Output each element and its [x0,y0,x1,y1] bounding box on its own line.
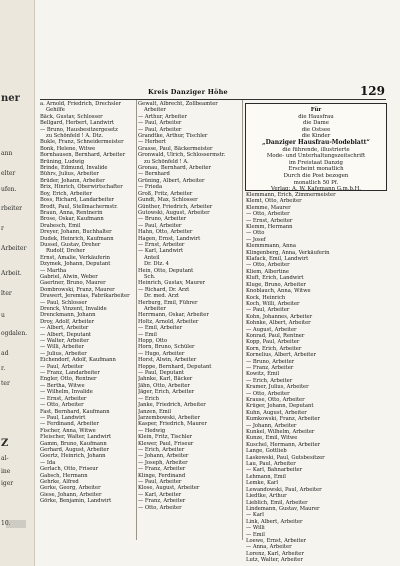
directory-entry: Herrmann, Oskar, Arbeiter [138,312,209,319]
directory-entry: — Paul, Arbeiter [246,307,290,314]
directory-entry: Horst, Alwin, Arbeiter [138,357,197,364]
directory-entry: — Ferdinand, Arbeiter [40,421,99,428]
directory-entry: Jahnke, Karl, Bäcker [138,376,193,383]
previous-page-gutter [0,0,35,566]
directory-entry: Gronwald, Ulrich, Schlossermstr. [138,152,226,159]
ad-line: die Dame [303,120,329,127]
directory-entry: Klingenberg, Anna, Verkäuferin [246,249,330,256]
directory-entry: — Joseph, Arbeiter [138,459,188,466]
header-rule [40,99,386,100]
directory-entry: — Otto, Arbeiter [40,402,84,409]
directory-entry: — Richard, Dr. Arzt [138,286,190,293]
directory-entry: Kohnke, Albert, Arbeiter [246,320,311,327]
gutter-fragment: ter [1,380,10,387]
directory-entry: Sch. [144,273,156,280]
directory-entry: — Otto, Arbeiter [138,504,182,511]
directory-entry: — Emil, Arbeiter [138,325,183,332]
directory-entry: Lorenz, Karl, Arbeiter [246,550,304,557]
column-3 [246,192,336,564]
directory-entry: Kluge, Bruno, Arbeiter [246,281,306,288]
ad-line: die Kinder [301,133,331,140]
column-divider [136,100,137,540]
directory-entry: Goertz, Heinrich, Johann [40,453,106,460]
directory-entry: — Ernst, Arbeiter [246,217,293,224]
directory-entry: Gabsch, Hermann [40,472,88,479]
ad-line: Durch die Post bezogen [283,172,349,179]
directory-entry: — Paul, Arbeiter [138,120,182,127]
directory-entry: — Walter, Arbeiter [40,338,89,345]
ad-line: Verlag: A. W. Kafemann G.m.b.H. [270,186,362,193]
directory-entry: Brix, Hinrich, Oberwirtschafter [40,184,123,191]
directory-entry: — Herbert [138,139,166,146]
directory-entry: — Otto, Arbeiter [246,211,290,218]
directory-entry: — Paul, Arbeiter [40,363,84,370]
directory-entry: — Hugo, Arbeiter [138,350,185,357]
directory-entry: — Willi, Arbeiter [40,344,84,351]
directory-entry: — Anna, Arbeiter [246,544,292,551]
gutter-fragment: ogdalen. [1,330,28,337]
directory-entry: Dudek, Heinrich, Kaufmann [40,235,114,242]
directory-entry: — Ernst, Arbeiter [138,241,185,248]
directory-entry: Kasper, Friedrich, Maurer [138,421,207,428]
directory-entry: — Paul, Arbeiter [138,126,182,133]
directory-entry: Klafack, Emil, Landwirt [246,256,309,263]
column-1 [40,101,130,505]
gutter-fragment: iger [1,480,14,487]
directory-entry: Klemm, Hermann [246,224,293,231]
directory-entry: — Karl [246,512,264,519]
page-number: 129 [359,84,385,98]
gutter-fragment: r [1,225,4,232]
directory-entry: — Bertha, Witwe [40,382,85,389]
directory-entry: Drabesch, Emil [40,222,81,229]
directory-entry: Brodt, Paul, Stellmachermstr. [40,203,118,210]
directory-entry: zu Schönfeld ! A. [144,158,189,165]
directory-entry: Klinge, Ferdinand [138,472,186,479]
directory-entry: — Emil [246,531,265,538]
directory-entry: — Otto, Arbeiter [246,262,290,269]
directory-entry: — Bruno, Hausbesitzergesetz [40,126,118,133]
directory-entry: Eichendorf, Adolf, Kaufmann [40,357,116,364]
directory-entry: Konrad, Paul, Rentner [246,332,305,339]
directory-entry: — Karl, Landwirt [138,248,184,255]
directory-entry: Kopp, Paul, Arbeiter [246,339,300,346]
directory-entry: — Bernhard [138,171,170,178]
directory-entry: Gabriel, Alwin, Weber [40,273,98,280]
directory-entry: Klemme, Maurer [246,204,291,211]
directory-entry: — Hedwig [138,427,166,434]
directory-entry: Fleischer, Walter, Landwirt [40,434,112,441]
directory-entry: Janzen, Emil [138,408,171,415]
directory-entry: — Erich [138,395,160,402]
directory-entry: Herburg, Emil, Führer [138,299,198,306]
directory-entry: Dr. med. Arzt [144,293,180,300]
directory-entry: Anteil [144,254,160,261]
directory-entry: — Paul, Arbeiter [138,222,182,229]
directory-entry: Rudolf, Dreher [46,248,85,255]
directory-entry: Gehrke, Alfred [40,478,79,485]
directory-entry: Gerke, Georg, Arbeiter [40,485,101,492]
directory-entry: Kunze, Emil, Witwe [246,435,298,442]
directory-entry: Droy, Adolf, Arbeiter [40,318,95,325]
advertisement-box [245,103,387,191]
directory-entry: — August, Arbeiter [246,326,297,333]
gutter-fragment: u [1,312,5,319]
directory-entry: Grasse, Paul, Bäckermeister [138,145,213,152]
directory-entry: Koch, Willi, Arbeiter [246,300,300,307]
directory-entry: Kohn, Johannes, Arbeiter [246,313,313,320]
directory-entry: — Otto [246,230,265,237]
directory-entry: Hein, Otto, Deputant [138,267,194,274]
directory-entry: Heinrich, Gustav, Maurer [138,280,205,287]
directory-entry: Dzymek, Johann, Deputant [40,261,111,268]
directory-entry: Klewer, Paul, Friseur [138,440,194,447]
directory-entry: Gaertner, Bruno, Maurer [40,280,106,287]
directory-entry: — Franz, Arbeiter [138,466,186,473]
directory-entry: — Paul, Arbeiter [138,478,182,485]
directory-entry: Dr. Dtz. 4 [144,261,169,268]
directory-entry: Ernst, Amalie, Verkäuferin [40,254,110,261]
directory-entry: Horn, Bruno, Schüler [138,344,195,351]
ad-line: Für [310,107,322,113]
directory-entry: Drawert, Jeremias, Fabrikarbeiter [40,293,130,300]
directory-entry: — Emil [138,331,157,338]
directory-entry: Janke, Friedrich, Arbeiter [138,402,206,409]
directory-entry: Lindemann, Gustav, Maurer [246,505,320,512]
directory-entry: — Ida [40,459,56,466]
directory-entry: Kowitz, Emil [246,371,280,378]
ad-line: „Danziger Hausfrau-Modeblatt“ [262,138,370,146]
directory-entry: Loewe, Ernst, Arbeiter [246,537,307,544]
gutter-fragment: rbeiter [1,205,23,212]
directory-entry: — Erich, Arbeiter [246,377,293,384]
directory-entry: Bäck, Gustav, Schlosser [40,113,103,120]
directory-entry: Kuhn, August, Arbeiter [246,409,307,416]
directory-entry: — Johann, Arbeiter [246,422,297,429]
directory-entry: Jähn, Otto, Arbeiter [138,382,190,389]
directory-entry: Klemt, Otto, Arbeiter [246,198,302,205]
directory-entry: Gehilfe [46,107,65,114]
directory-entry: — Arthur, Arbeiter [138,113,187,120]
directory-entry: Dreyer, Johann, Buchhalter [40,229,112,236]
directory-entry: Klemmmann, Anna [246,243,296,250]
directory-entry: Brose, Oskar, Kaufmann [40,216,104,223]
directory-entry: Boy, Erich, Arbeiter [40,190,92,197]
directory-entry: Gamm, Bruno, Kaufmann [40,440,107,447]
directory-entry: — Albert, Deputant [40,331,91,338]
directory-entry: — Franz, Landarbeiter [40,370,100,377]
directory-entry: Bellgard, Herbert, Landwirt [40,120,114,127]
ad-line: im Freistaat Danzig [288,159,344,166]
directory-entry: Gutowski, August, Arbeiter [138,209,210,216]
directory-entry: Görke, Benjamin, Landwirt [40,498,112,505]
directory-entry: Lehmann, Emil [246,473,286,480]
directory-entry: Kliem, Albertine [246,268,289,275]
directory-entry: — Erich, Arbeiter [138,446,185,453]
directory-entry: — Otto, Arbeiter [246,390,290,397]
directory-entry: Link, Albert, Arbeiter [246,518,303,525]
directory-entry: Günther, Friedrich, Arbeiter [138,203,213,210]
directory-entry: — Bruno, Arbeiter [138,216,187,223]
directory-entry: — Bruno, Arbeiter [246,358,295,365]
directory-entry: — Franz, Arbeiter [138,498,186,505]
column-divider [242,100,243,540]
directory-entry: Dussel, Gustav, Dreher [40,241,101,248]
directory-entry: Arbeiter [144,107,166,114]
directory-entry: — Ernst, Arbeiter [40,395,87,402]
directory-entry: Bührs, Julius, Arbeiter [40,171,99,178]
gutter-fragment: lter [1,290,12,297]
gutter-fragment: elter [1,170,16,177]
ad-line: die Hausfrau [298,113,334,120]
directory-entry: Gronau, Bernhard, Arbeiter [138,165,211,172]
stain-mark [6,520,26,528]
directory-entry: Lewandowski, Paul, Arbeiter [246,486,322,493]
gutter-fragment: 10. [1,520,11,527]
directory-entry: Hoppe, Bernhard, Deputant [138,363,212,370]
directory-entry: Lange, Gottlieb [246,448,287,455]
directory-entry: Hagen, Ernst, Landwirt [138,235,201,242]
directory-entry: Kunkel, Wilhelm, Arbeiter [246,429,315,436]
directory-entry: — Martha [40,267,67,274]
directory-entry: Hahn, Otto, Arbeiter [138,229,193,236]
gutter-fragment: Z [1,438,9,449]
ad-line: monatlich 50 Pf. [293,179,339,186]
directory-entry: Drenckmann, Johann [40,312,96,319]
directory-entry: Jäger, Erich, Arbeiter [138,389,195,396]
gutter-fragment: ad [1,350,9,357]
ad-line: Mode- und Unterhaltungszeitschrift [266,153,366,160]
directory-entry: Liedtke, Arthur [246,493,287,500]
directory-entry: Braun, Anna, Rentnerin [40,209,103,216]
directory-entry: Brüder, Johann, Arbeiter [40,177,105,184]
directory-entry: Lemke, Karl [246,480,279,487]
directory-entry: — Johann, Arbeiter [138,453,189,460]
gutter-fragment: Arbeiter [1,245,27,252]
gutter-fragment: ufen. [1,186,17,193]
page-header [40,86,385,100]
ad-line: Erscheint monatlich [288,166,344,173]
gutter-fragment: Arbeit. [1,270,22,277]
directory-entry: Kock, Heinrich [246,294,286,301]
directory-entry: — Wilhelm, Invalide [40,389,93,396]
directory-entry: — Karl, Bahnarbeiter [246,467,303,474]
column-2 [138,101,228,511]
directory-entry: Kornelius, Albert, Arbeiter [246,352,316,359]
gutter-fragment: ann [1,150,13,157]
directory-entry: Brüning, Ludwig [40,158,85,165]
directory-entry: — Paul, Deputant [138,370,184,377]
directory-entry: Grüning, Albert, Arbeiter [138,177,205,184]
directory-entry: Kuschel, Hermann, Arbeiter [246,441,321,448]
directory-entry: zu Schönfeld ! A. Dtz. [46,133,104,140]
page-title: Kreis Danziger Höhe [148,88,228,96]
directory-entry: — Paul, Schlosser [40,299,87,306]
directory-entry: a. Arnold, Friedrich, Drechsler [40,101,121,107]
directory-entry: Bornhausen, Bernhard, Arbeiter [40,152,126,159]
directory-entry: Lutz, Walter, Arbeiter [246,557,303,564]
directory-entry: Giese, Johann, Arbeiter [40,491,102,498]
directory-entry: Krause, Otto, Arbeiter [246,397,305,403]
gutter-fragment: al- [1,455,9,462]
directory-entry: Gerlach, Otto, Friseur [40,466,99,473]
directory-entry: Krüger, Johann, Deputant [246,403,314,410]
directory-entry: — Josef [246,236,266,243]
directory-entry: Hopp, Otto [138,338,168,345]
directory-entry: Klose, August, Arbeiter [138,485,200,492]
directory-entry: Groß, Fritz, Arbeiter [138,190,193,197]
directory-entry: — Franz, Arbeiter [246,364,294,371]
directory-entry: Brinde, Edmund, Invalide [40,165,108,172]
directory-entry: Jarzembowski, Arbeiter [138,414,200,421]
directory-entry: Laskowski, Paul, Gutsbesitzer [246,454,325,461]
directory-entry: Dombrowski, Franz, Maurer [40,286,115,293]
directory-entry: Drenck, Vinzent, Invalide [40,306,107,312]
directory-entry: Bukle, Franz, Schneidermeister [40,139,124,146]
directory-entry: Knoblauch, Anna, Witwe [246,288,311,295]
ad-line: die führende, illustrierte [282,146,350,153]
directory-entry: — Julius, Arbeiter [40,350,87,357]
directory-entry: Klemmann, Erich, Zimmermeister [246,192,336,198]
directory-entry: Fast, Bernhard, Kaufmann [40,408,110,415]
directory-entry: Grandtke, Arthur, Tischler [138,133,208,140]
directory-entry: Kramer, Julius, Arbeiter [246,384,309,391]
gutter-fragment: ner [1,93,20,104]
directory-entry: Engler, Otto, Rentner [40,376,97,383]
directory-entry: Holtz, Arnold, Arbeiter [138,318,199,325]
directory-entry: — Willi [246,525,265,532]
directory-entry: Lau, Paul, Arbeiter [246,461,296,468]
directory-entry: Gewalt, Albrecht, Zollbeamter [138,101,218,107]
directory-entry: Arbeiter [144,306,166,312]
directory-entry: Lieblich, Emil, Arbeiter [246,499,308,506]
directory-entry: Gundt, Max, Schlosser [138,197,198,204]
directory-entry: Bonk, Helene, Witwe [40,145,96,152]
directory-entry: — Albert, Arbeiter [40,325,89,332]
gutter-fragment: ine [1,468,11,475]
ad-line: die Ostsee [301,126,331,133]
gutter-fragment: r. [1,365,6,372]
directory-entry: Kumkowski, Franz, Arbeiter [246,416,320,423]
directory-entry: — Paul, Landwirt [40,414,86,421]
directory-entry: Korn, Erich, Arbeiter [246,345,302,352]
directory-entry: Gerhard, August, Arbeiter [40,446,109,453]
directory-entry: Klein, Fritz, Tischler [138,434,192,441]
directory-entry: Boss, Richard, Landarbeiter [40,197,115,204]
directory-entry: Fischer, Anna, Witwe [40,427,96,434]
directory-entry: — Frieda [138,184,163,191]
directory-entry: — Karl, Arbeiter [138,491,182,498]
directory-entry: Kluft, Erich, Landwirt [246,275,304,282]
